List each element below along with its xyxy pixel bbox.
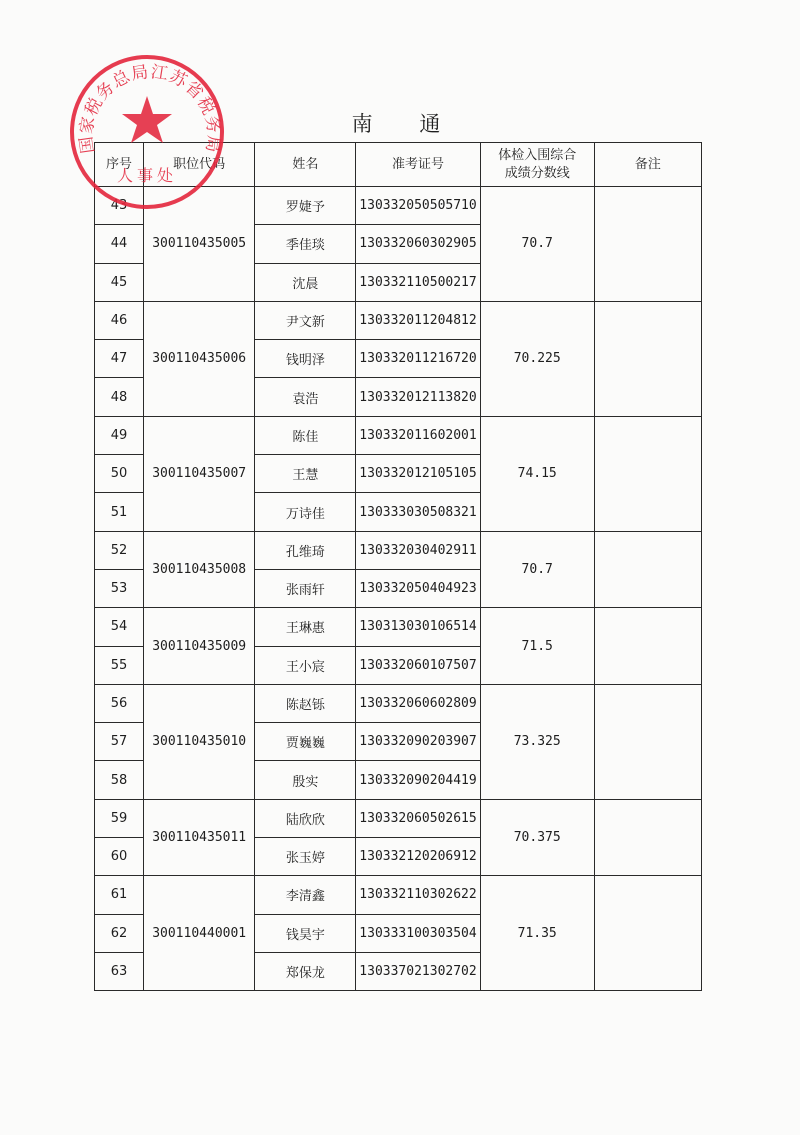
- table-row: [95, 187, 702, 225]
- row-number: 57: [95, 723, 144, 761]
- candidate-name: 陈赵铄: [255, 684, 356, 722]
- exam-id-cell: 130332030402911: [356, 531, 480, 569]
- score-cell: 70.7: [480, 531, 594, 608]
- exam-id-cell: 130333100303504: [356, 914, 480, 952]
- exam-id-cell: 130332110500217: [356, 263, 480, 301]
- exam-id-cell: 130332050505710: [356, 187, 480, 225]
- exam-id-cell: 130332011602001: [356, 416, 480, 454]
- exam-id-cell: 130332110302622: [356, 876, 480, 914]
- exam-id-cell: 130332011216720: [356, 340, 480, 378]
- row-number: 43: [95, 187, 144, 225]
- header-name: 姓名: [255, 143, 356, 187]
- candidate-name: 王琳惠: [255, 608, 356, 646]
- row-number: 58: [95, 761, 144, 799]
- row-number: 59: [95, 799, 144, 837]
- position-code-cell: 300110435011: [144, 799, 255, 876]
- candidate-name: 万诗佳: [255, 493, 356, 531]
- candidate-name: 殷实: [255, 761, 356, 799]
- row-number: 48: [95, 378, 144, 416]
- position-code-cell: 300110435007: [144, 416, 255, 531]
- position-code-cell: 300110435006: [144, 301, 255, 416]
- svg-text:人事处: 人事处: [116, 166, 178, 185]
- note-cell: [594, 608, 701, 685]
- candidate-name: 张雨轩: [255, 569, 356, 607]
- candidate-name: 王慧: [255, 455, 356, 493]
- note-cell: [594, 531, 701, 608]
- row-number: 62: [95, 914, 144, 952]
- header-no: 序号: [95, 143, 144, 187]
- row-number: 46: [95, 301, 144, 339]
- exam-id-cell: 130332060602809: [356, 684, 480, 722]
- candidate-name: 陈佳: [255, 416, 356, 454]
- score-cell: 71.35: [480, 876, 594, 991]
- table-row: [95, 531, 702, 569]
- page-title: 南 通: [351, 112, 461, 136]
- row-number: 60: [95, 838, 144, 876]
- row-number: 45: [95, 263, 144, 301]
- exam-id-cell: 130337021302702: [356, 952, 480, 990]
- note-cell: [594, 876, 701, 991]
- note-cell: [594, 416, 701, 531]
- exam-id-cell: 130332090203907: [356, 723, 480, 761]
- score-cell: 71.5: [480, 608, 594, 685]
- candidate-name: 钱昊宇: [255, 914, 356, 952]
- row-number: 54: [95, 608, 144, 646]
- exam-id-cell: 130332120206912: [356, 838, 480, 876]
- score-cell: 74.15: [480, 416, 594, 531]
- row-number: 47: [95, 340, 144, 378]
- candidate-name: 袁浩: [255, 378, 356, 416]
- exam-id-cell: 130332060302905: [356, 225, 480, 263]
- table-row: [95, 684, 702, 722]
- svg-text:国家税务总局江苏省税务局: 国家税务总局江苏省税务局: [76, 62, 224, 155]
- score-cell: 70.375: [480, 799, 594, 876]
- table-row: [95, 608, 702, 646]
- row-number: 55: [95, 646, 144, 684]
- row-number: 53: [95, 569, 144, 607]
- exam-id-cell: 130313030106514: [356, 608, 480, 646]
- candidate-name: 孔维琦: [255, 531, 356, 569]
- candidate-name: 郑保龙: [255, 952, 356, 990]
- row-number: 52: [95, 531, 144, 569]
- position-code-cell: 300110435008: [144, 531, 255, 608]
- exam-id-cell: 130332012105105: [356, 455, 480, 493]
- table-header-row: [95, 143, 702, 187]
- row-number: 44: [95, 225, 144, 263]
- candidate-name: 钱明泽: [255, 340, 356, 378]
- candidate-name: 季佳琰: [255, 225, 356, 263]
- exam-id-cell: 130333030508321: [356, 493, 480, 531]
- candidate-name: 贾巍巍: [255, 723, 356, 761]
- candidate-name: 王小宸: [255, 646, 356, 684]
- candidate-table: [94, 142, 702, 991]
- note-cell: [594, 187, 701, 302]
- table-row: [95, 876, 702, 914]
- candidate-name: 沈晨: [255, 263, 356, 301]
- candidate-name: 尹文新: [255, 301, 356, 339]
- exam-id-cell: 130332050404923: [356, 569, 480, 607]
- row-number: 49: [95, 416, 144, 454]
- position-code-cell: 300110440001: [144, 876, 255, 991]
- score-cell: 70.7: [480, 187, 594, 302]
- exam-id-cell: 130332060107507: [356, 646, 480, 684]
- exam-id-cell: 130332060502615: [356, 799, 480, 837]
- candidate-name: 罗婕予: [255, 187, 356, 225]
- position-code-cell: 300110435005: [144, 187, 255, 302]
- note-cell: [594, 301, 701, 416]
- header-score: 体检入围综合成绩分数线: [480, 143, 594, 187]
- row-number: 51: [95, 493, 144, 531]
- exam-id-cell: 130332011204812: [356, 301, 480, 339]
- score-cell: 70.225: [480, 301, 594, 416]
- candidate-name: 张玉婷: [255, 838, 356, 876]
- score-cell: 73.325: [480, 684, 594, 799]
- position-code-cell: 300110435009: [144, 608, 255, 685]
- header-position-code: 职位代码: [144, 143, 255, 187]
- table-row: [95, 301, 702, 339]
- row-number: 56: [95, 684, 144, 722]
- row-number: 50: [95, 455, 144, 493]
- candidate-name: 陆欣欣: [255, 799, 356, 837]
- position-code-cell: 300110435010: [144, 684, 255, 799]
- header-note: 备注: [594, 143, 701, 187]
- row-number: 61: [95, 876, 144, 914]
- candidate-name: 李清鑫: [255, 876, 356, 914]
- exam-id-cell: 130332012113820: [356, 378, 480, 416]
- note-cell: [594, 684, 701, 799]
- exam-id-cell: 130332090204419: [356, 761, 480, 799]
- header-exam-id: 准考证号: [356, 143, 480, 187]
- note-cell: [594, 799, 701, 876]
- table-row: [95, 799, 702, 837]
- row-number: 63: [95, 952, 144, 990]
- table-row: [95, 416, 702, 454]
